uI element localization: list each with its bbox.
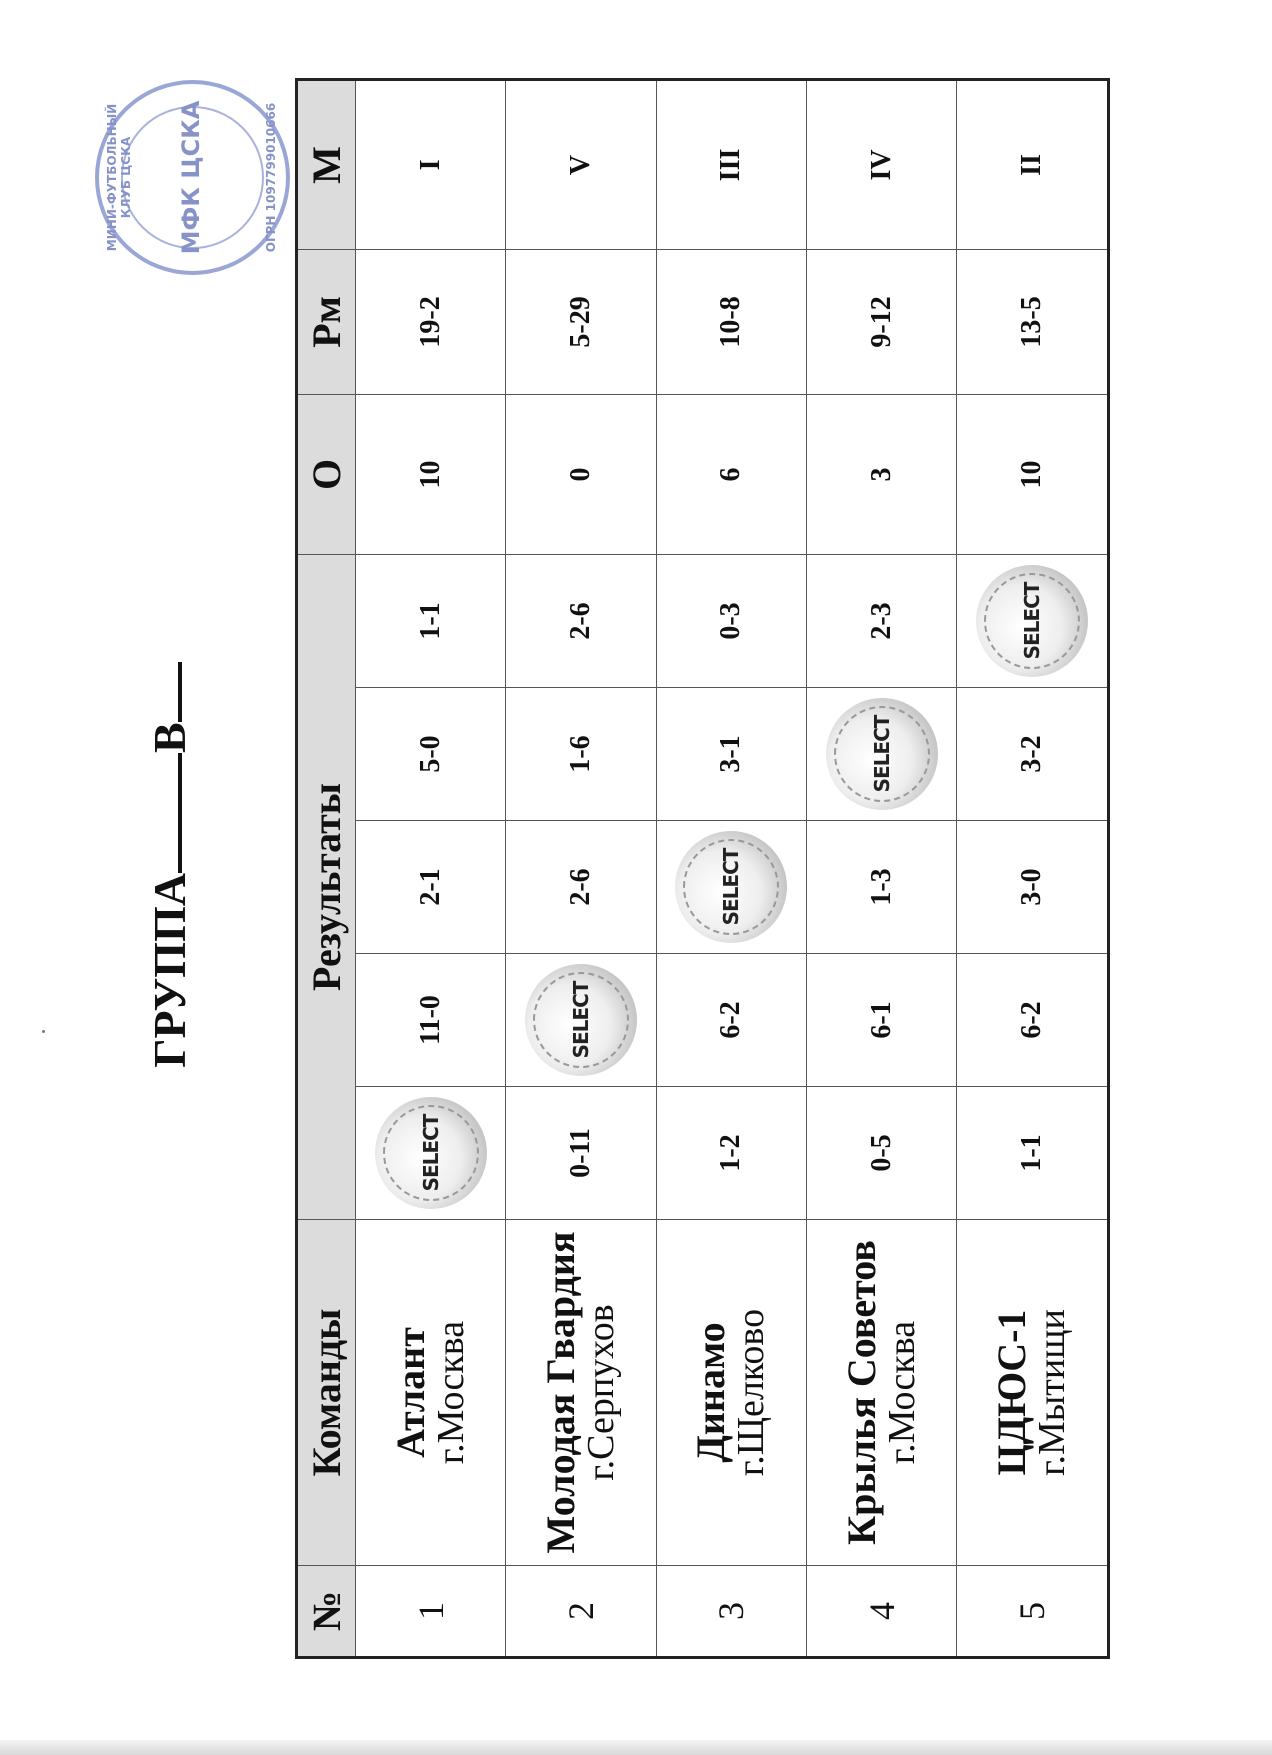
header-results: Результаты [297,554,356,1219]
team-city: г.Щелково [730,1308,773,1477]
goal-diff-cell: 9-12 [806,249,956,394]
diagonal-ball-cell [506,954,656,1087]
team-city: г.Мытищи [1031,1309,1074,1476]
result-cell: 1-1 [957,1087,1109,1220]
result-cell: 2-6 [506,554,656,687]
diagonal-ball-cell [806,688,956,821]
club-stamp [95,80,290,275]
team-city: г.Москва [429,1320,472,1465]
result-cell: 0-11 [506,1087,656,1220]
ball-brand-label: SELECT [869,715,894,793]
title-blank [140,662,182,722]
ball-brand-label: SELECT [568,981,593,1059]
header-num: № [297,1566,356,1658]
header-place: М [297,79,356,249]
soccer-ball-icon [375,1097,487,1209]
soccer-ball-icon [826,698,938,810]
place-cell: II [957,79,1109,249]
stamp-top-text: МИНИ-ФУТБОЛЬНЫЙ КЛУБ ЦСКА [105,103,133,252]
scan-speck [42,1030,45,1033]
result-cell: 6-2 [656,954,806,1087]
place-cell: I [356,79,506,249]
result-cell: 5-0 [356,688,506,821]
diagonal-ball-cell [656,821,806,954]
soccer-ball-icon [675,831,787,943]
team-name: ЦДЮС-1 [989,1309,1035,1476]
row-number: 5 [957,1566,1109,1658]
table-row [356,79,506,1657]
team-cell [656,1220,806,1566]
table-row [656,79,806,1657]
standings-table [295,78,1110,1659]
ball-brand-label: SELECT [1020,582,1045,660]
row-number: 1 [356,1566,506,1658]
team-city: г.Москва [880,1320,923,1465]
header-teams: Команды [297,1220,356,1566]
soccer-ball-icon [976,565,1088,677]
header-points: О [297,394,356,554]
table-row [506,79,656,1657]
result-cell: 2-3 [806,554,956,687]
result-cell: 1-2 [656,1087,806,1220]
team-cell [957,1220,1109,1566]
diagonal-ball-cell [957,554,1109,687]
header-row [297,79,356,1657]
stamp-bottom-text: ОГРН 1097799010666 [264,102,278,253]
result-cell: 1-6 [506,688,656,821]
points-cell: 3 [806,394,956,554]
team-name: Крылья Советов [838,1240,884,1545]
title-group: В [144,722,195,753]
table-row [806,79,956,1657]
result-cell: 2-1 [356,821,506,954]
row-number: 4 [806,1566,956,1658]
team-cell [806,1220,956,1566]
goal-diff-cell: 5-29 [506,249,656,394]
result-cell: 2-6 [506,821,656,954]
goal-diff-cell: 10-8 [656,249,806,394]
page-title [140,35,200,1695]
result-cell: 6-1 [806,954,956,1087]
points-cell: 0 [506,394,656,554]
result-cell: 1-3 [806,821,956,954]
table-row [957,79,1109,1657]
goal-diff-cell: 13-5 [957,249,1109,394]
title-blank [140,753,182,873]
soccer-ball-icon [525,964,637,1076]
points-cell: 10 [957,394,1109,554]
ball-brand-label: SELECT [719,848,744,926]
result-cell: 3-1 [656,688,806,821]
team-cell [356,1220,506,1566]
team-cell [506,1220,656,1566]
ball-brand-label: SELECT [418,1114,443,1192]
result-cell: 3-0 [957,821,1109,954]
team-name: Молодая Гвардия [537,1231,583,1554]
result-cell: 11-0 [356,954,506,1087]
points-cell: 6 [656,394,806,554]
stamp-center-text: МФК ЦСКА [177,100,205,255]
row-number: 2 [506,1566,656,1658]
team-city: г.Серпухов [579,1304,622,1481]
rotated-page [140,35,1110,1695]
title-prefix: ГРУППА [144,872,195,1068]
points-cell: 10 [356,394,506,554]
result-cell: 0-5 [806,1087,956,1220]
team-name: Атлант [387,1327,433,1458]
scan-edge [0,1740,1272,1755]
row-number: 3 [656,1566,806,1658]
diagonal-ball-cell [356,1087,506,1220]
team-name: Динамо [688,1322,734,1463]
place-cell: IV [806,79,956,249]
result-cell: 1-1 [356,554,506,687]
place-cell: III [656,79,806,249]
result-cell: 0-3 [656,554,806,687]
goal-diff-cell: 19-2 [356,249,506,394]
table-body [356,79,1109,1657]
header-goal-diff: Рм [297,249,356,394]
result-cell: 3-2 [957,688,1109,821]
result-cell: 6-2 [957,954,1109,1087]
place-cell: V [506,79,656,249]
